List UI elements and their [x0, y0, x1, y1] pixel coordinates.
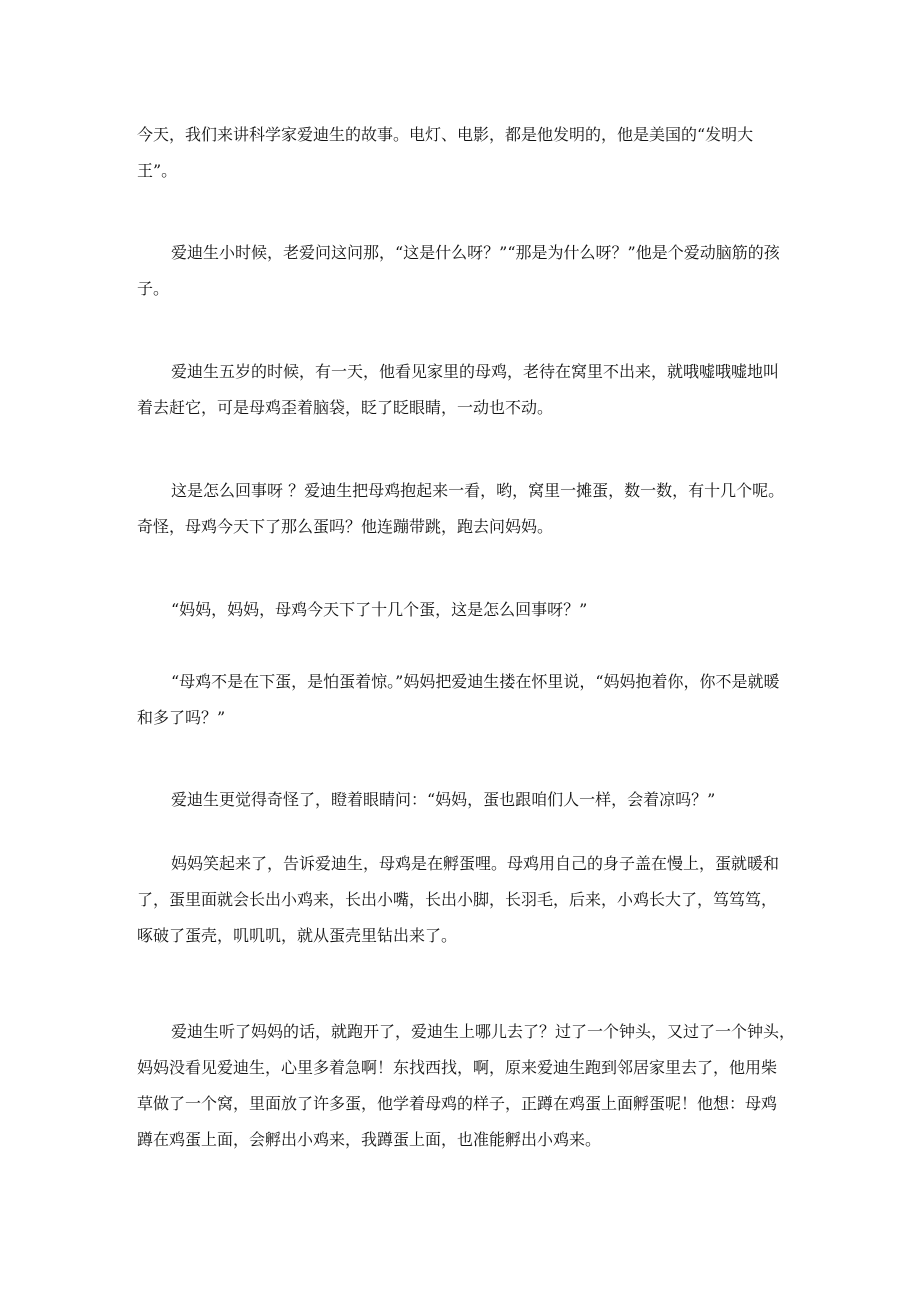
- paragraph-line: 妈妈笑起来了，告诉爱迪生，母鸡是在孵蛋哩。母鸡用自己的身子盖在慢上，蛋就暖和: [171, 854, 780, 873]
- paragraph-line: 王”。: [137, 161, 178, 180]
- paragraph-4: [137, 473, 787, 545]
- paragraph-line: “母鸡不是在下蛋，是怕蛋着惊。”妈妈把爱迪生搂在怀里说，“妈妈抱着你，你不是就暖: [171, 672, 780, 691]
- paragraph-9: [137, 1014, 796, 1158]
- paragraph-7: [137, 782, 787, 818]
- paragraph-line: 爱迪生听了妈妈的话，就跑开了，爱迪生上哪儿去了？过了一个钟头，又过了一个钟头，: [171, 1022, 796, 1041]
- paragraph-2: [137, 235, 787, 307]
- paragraph-line: 和多了吗？”: [137, 708, 226, 727]
- paragraph-1: [137, 117, 787, 189]
- paragraph-line: 啄破了蛋壳，叽叽叽，就从蛋壳里钻出来了。: [137, 926, 458, 945]
- paragraph-5: [137, 592, 787, 628]
- paragraph-line: 子。: [137, 279, 170, 298]
- paragraph-line: 爱迪生更觉得奇怪了，瞪着眼睛问：“妈妈，蛋也跟咱们人一样，会着凉吗？”: [171, 790, 716, 809]
- paragraph-8: [137, 846, 787, 954]
- paragraph-line: 今天，我们来讲科学家爱迪生的故事。电灯、电影，都是他发明的，他是美国的“发明大: [137, 125, 754, 144]
- paragraph-line: “妈妈，妈妈，母鸡今天下了十几个蛋，这是怎么回事呀？”: [171, 600, 588, 619]
- paragraph-line: 爱迪生小时候，老爱问这问那，“这是什么呀？”“那是为什么呀？”他是个爱动脑筋的孩: [171, 243, 780, 262]
- paragraph-line: 奇怪，母鸡今天下了那么蛋吗？他连蹦带跳，跑去问妈妈。: [137, 517, 554, 536]
- paragraph-line: 了，蛋里面就会长出小鸡来，长出小嘴，长出小脚，长羽毛，后来，小鸡长大了，笃笃笃，: [137, 890, 778, 909]
- paragraph-line: 妈妈没看见爱迪生，心里多着急啊！东找西找，啊，原来爱迪生跑到邻居家里去了，他用柴: [137, 1058, 778, 1077]
- paragraph-line: 爱迪生五岁的时候，有一天，他看见家里的母鸡，老待在窝里不出来，就哦嘘哦嘘地叫: [171, 362, 780, 381]
- paragraph-line: 蹲在鸡蛋上面，会孵出小鸡来，我蹲蛋上面，也准能孵出小鸡来。: [137, 1130, 602, 1149]
- paragraph-line: 草做了一个窝，里面放了许多蛋，他学着母鸡的样子，正蹲在鸡蛋上面孵蛋呢！他想：母鸡: [137, 1094, 778, 1113]
- paragraph-line: 这是怎么回事呀 ？爱迪生把母鸡抱起来一看，哟，窝里一摊蛋，数一数，有十几个呢。: [171, 481, 785, 500]
- paragraph-line: 着去赶它，可是母鸡歪着脑袋，眨了眨眼睛，一动也不动。: [137, 398, 554, 417]
- paragraph-6: [137, 664, 787, 736]
- paragraph-3: [137, 354, 787, 426]
